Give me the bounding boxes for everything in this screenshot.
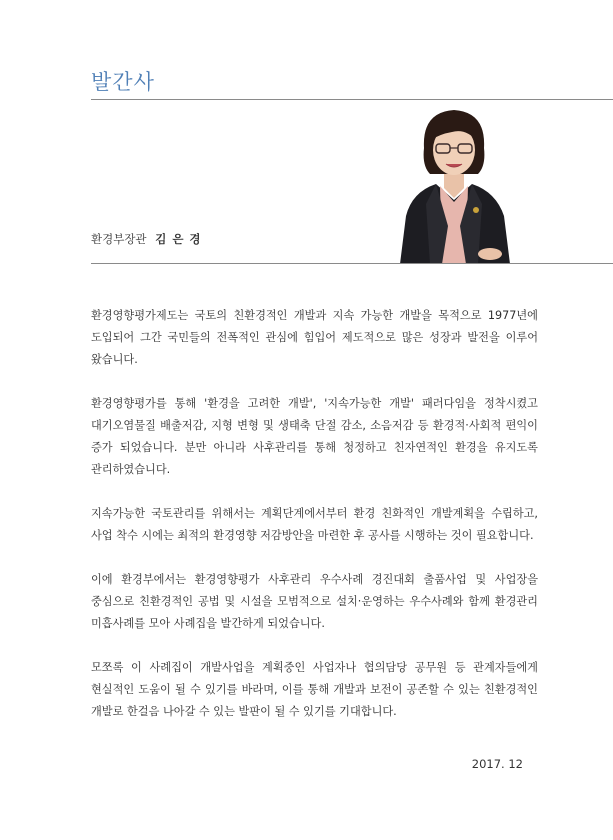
paragraph: 모쪼록 이 사례집이 개발사업을 계획중인 사업자나 협의담당 공무원 등 관계자들에게 현실적인 도움이 될 수 있기를 바라며, 이를 통해 개발과 보전이 공존할 수 있는 친환경적인 개발로 한걸음 나아갈 수 있는 발판이 될 수 있기를 기대합니다. (91, 661, 538, 718)
author-name: 김 은 경 (155, 232, 202, 246)
paragraph: 환경영향평가제도는 국토의 친환경적인 개발과 지속 가능한 개발을 목적으로 1977년에 도입되어 그간 국민들의 전폭적인 관심에 힘입어 제도적으로 많은 성장과 발전을 이루어 왔습니다. (91, 309, 538, 366)
section-divider (91, 263, 613, 264)
paragraph: 지속가능한 국토관리를 위해서는 계획단계에서부터 환경 친화적인 개발계획을 수립하고, 사업 착수 시에는 최적의 환경영향 저감방안을 마련한 후 공사를 시행하는 것이 필요합니다. (91, 507, 538, 542)
body-text (91, 305, 538, 745)
paragraph: 이에 환경부에서는 환경영향평가 사후관리 우수사례 경진대회 출품사업 및 사업장을 중심으로 친환경적인 공법 및 시설을 모범적으로 설치·운영하는 우수사례와 함께 환경관리 미흡사례를 모아 사례집을 발간하게 되었습니다. (91, 573, 538, 630)
paragraph: 환경영향평가를 통해 '환경을 고려한 개발', '지속가능한 개발' 패러다임을 정착시켰고 대기오염물질 배출저감, 지형 변형 및 생태축 단절 감소, 소음저감 등 환경적·사회적 편익이 증가 되었습니다. 분만 아니라 사후관리를 통해 청정하고 친자연적인 환경을 유지도록 관리하였습니다. (91, 397, 538, 476)
person-portrait-icon (396, 104, 512, 264)
top-divider (91, 99, 613, 100)
page-title: 발간사 (91, 70, 155, 94)
author-role: 환경부장관 (91, 232, 147, 246)
author-line (91, 231, 202, 247)
publication-date: 2017. 12 (471, 757, 523, 771)
